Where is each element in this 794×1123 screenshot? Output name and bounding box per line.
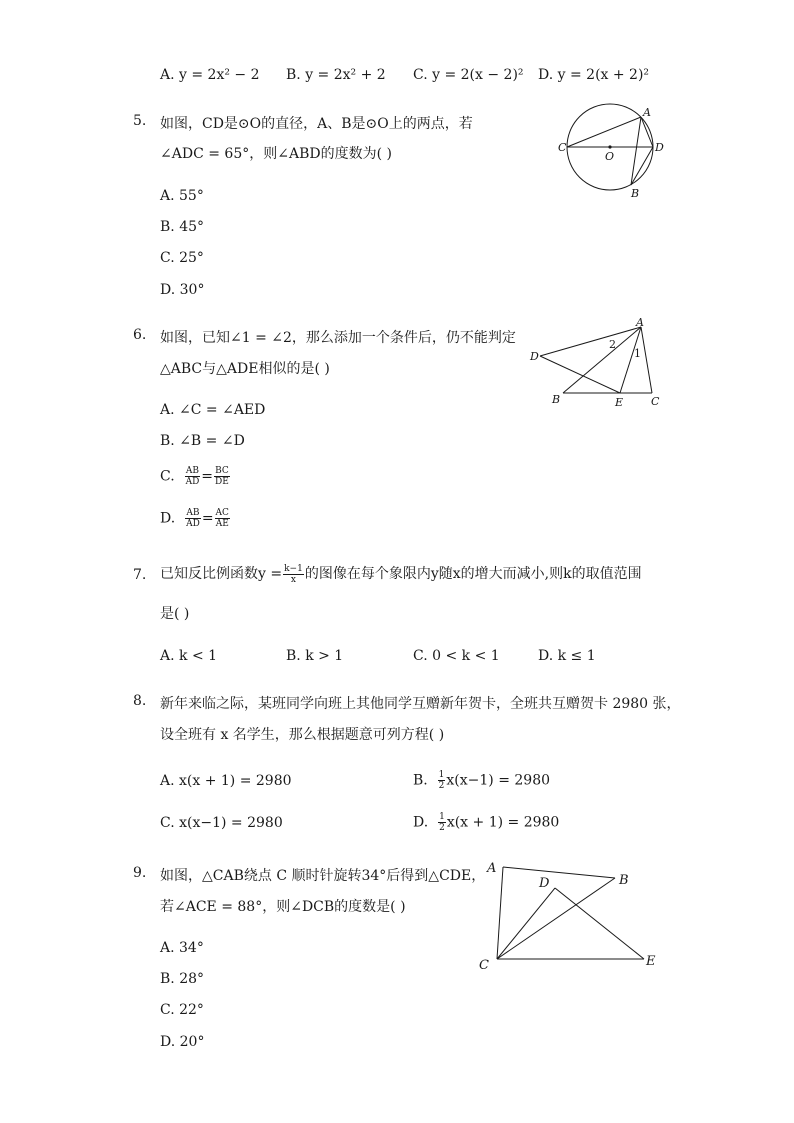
q7-option-c[interactable]: C. 0 < k < 1 — [413, 648, 500, 664]
q8-option-b-rest: x(x−1) = 2980 — [446, 772, 551, 789]
q6-label-d: D — [530, 350, 539, 363]
q6-option-a[interactable]: A. ∠C = ∠AED — [160, 402, 266, 418]
q6-label-e: E — [615, 396, 624, 409]
q5-circle-figure — [555, 100, 675, 200]
q6-number: 6. — [133, 327, 147, 343]
q6-seg-ab — [563, 327, 641, 393]
q8-option-d[interactable] — [413, 812, 559, 833]
q5-chord-ad — [641, 117, 653, 147]
q5-label-d: D — [655, 141, 664, 154]
q5-chord-bd — [631, 147, 653, 185]
q9-label-c: C — [479, 958, 489, 973]
q8-number: 8. — [133, 693, 147, 709]
q7-stem-pre: 已知反比例函数y = — [160, 566, 283, 582]
q9-stem-line1: 如图，△CAB绕点 C 顺时针旋转34°后得到△CDE， — [160, 868, 486, 884]
q7-stem-post: 的图像在每个象限内y随x的增大而减小,则k的取值范围 — [304, 566, 642, 582]
q6-label-angle1: 1 — [634, 347, 641, 360]
q9-option-d[interactable]: D. 20° — [160, 1034, 205, 1050]
q7-option-a[interactable]: A. k < 1 — [160, 648, 218, 664]
q4-option-b[interactable]: B. y = 2x² + 2 — [286, 67, 386, 83]
q7-fraction: $\frac{k-1}{x}$ — [284, 563, 303, 585]
q6-stem-line1: 如图，已知∠1 = ∠2，那么添加一个条件后，仍不能判定 — [160, 330, 516, 346]
q8-option-b-frac: $\frac{1}{2}$ — [438, 770, 445, 791]
q6-option-c[interactable]: C. $\frac{AB}{AD}$ = $\frac{BC}{DE}$ — [160, 466, 229, 487]
q5-option-b[interactable]: B. 45° — [160, 219, 205, 235]
q9-label-a: A — [487, 861, 497, 876]
q7-stem-line1 — [160, 563, 642, 585]
q5-label-a: A — [643, 106, 651, 119]
q5-center-point — [608, 145, 611, 148]
q9-seg-ab — [503, 867, 615, 878]
q8-option-d-frac: $\frac{1}{2}$ — [439, 812, 445, 833]
q5-option-c[interactable]: C. 25° — [160, 250, 204, 266]
q6-option-d-frac1: $\frac{AB}{AD}$ — [186, 508, 200, 529]
q6-option-b[interactable]: B. ∠B = ∠D — [160, 433, 245, 449]
q5-label-b: B — [631, 187, 640, 200]
q8-option-a[interactable]: A. x(x + 1) = 2980 — [160, 773, 292, 789]
q6-label-a: A — [636, 316, 644, 329]
q9-option-b[interactable]: B. 28° — [160, 971, 205, 987]
q9-rotation-figure — [475, 852, 665, 977]
q8-option-b-label: B. — [413, 772, 428, 789]
q6-option-d-frac2: $\frac{AC}{AE}$ — [215, 508, 229, 529]
q6-label-angle2: 2 — [609, 338, 616, 351]
q9-number: 9. — [133, 865, 147, 881]
q9-option-a[interactable]: A. 34° — [160, 940, 204, 956]
q8-option-d-label: D. — [413, 814, 429, 831]
q5-stem-line1: 如图，CD是⊙O的直径，A、B是⊙O上的两点，若 — [160, 116, 473, 132]
q4-option-a[interactable]: A. y = 2x² − 2 — [160, 67, 260, 83]
q9-label-b: B — [619, 873, 629, 888]
q5-chord-ab — [631, 117, 641, 185]
q8-stem-line1: 新年来临之际，某班同学向班上其他同学互赠新年贺卡，全班共互赠贺卡 2980 张， — [160, 696, 681, 712]
q9-seg-de — [555, 888, 644, 959]
q9-label-d: D — [539, 876, 550, 891]
q5-option-d[interactable]: D. 30° — [160, 282, 205, 298]
q9-label-e: E — [646, 954, 656, 969]
q6-label-c: C — [651, 395, 660, 408]
q9-stem-line2: 若∠ACE = 88°，则∠DCB的度数是( ) — [160, 899, 406, 915]
q6-option-c-frac1: $\frac{AB}{AD}$ — [185, 466, 200, 487]
q7-number: 7. — [133, 567, 147, 583]
q6-seg-ae — [620, 327, 641, 393]
q5-chord-ca — [567, 117, 641, 147]
q6-option-d-label: D. — [160, 510, 176, 527]
q6-label-b: B — [552, 393, 561, 406]
q5-number: 5. — [133, 113, 147, 129]
q8-option-c[interactable]: C. x(x−1) = 2980 — [160, 815, 283, 831]
q5-label-c: C — [558, 141, 567, 154]
q8-option-b[interactable] — [413, 770, 550, 791]
q6-seg-ac — [641, 327, 652, 393]
q6-seg-da — [540, 327, 641, 356]
q6-option-d[interactable]: D. $\frac{AB}{AD}$ = $\frac{AC}{AE}$ — [160, 508, 229, 529]
q7-stem-line2: 是( ) — [160, 606, 190, 622]
q8-option-d-rest: x(x + 1) = 2980 — [446, 814, 560, 831]
q8-stem-line2: 设全班有 x 名学生，那么根据题意可列方程( ) — [160, 727, 445, 743]
q4-option-d[interactable]: D. y = 2(x + 2)² — [538, 67, 650, 83]
q9-seg-cd — [497, 888, 555, 959]
q6-seg-de — [540, 356, 620, 393]
q9-seg-ac — [497, 867, 503, 959]
q9-seg-cb — [497, 878, 615, 959]
q7-option-d[interactable]: D. k ≤ 1 — [538, 648, 596, 664]
q4-option-c[interactable]: C. y = 2(x − 2)² — [413, 67, 524, 83]
q6-option-c-label: C. — [160, 468, 175, 485]
q5-label-o: O — [605, 150, 615, 163]
q9-option-c[interactable]: C. 22° — [160, 1002, 204, 1018]
q7-option-b[interactable]: B. k > 1 — [286, 648, 344, 664]
q5-stem-line2: ∠ADC = 65°，则∠ABD的度数为( ) — [160, 146, 392, 162]
q6-stem-line2: △ABC与△ADE相似的是( ) — [160, 361, 330, 377]
q6-option-c-frac2: $\frac{BC}{DE}$ — [215, 466, 229, 487]
q6-triangle-figure — [525, 312, 675, 414]
q5-option-a[interactable]: A. 55° — [160, 188, 204, 204]
